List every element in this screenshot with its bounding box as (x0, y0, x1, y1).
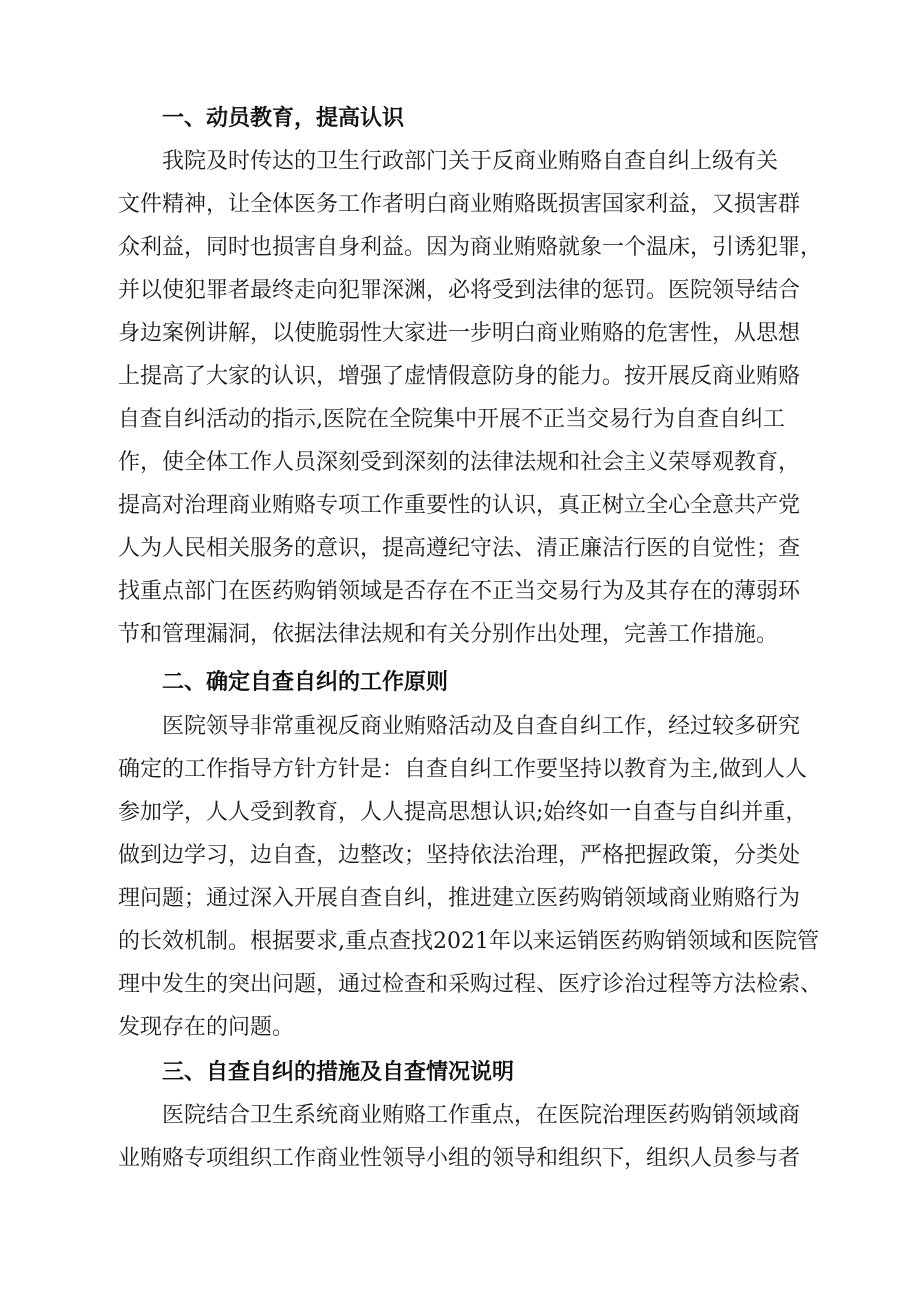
paragraph-line: 众利益，同时也损害自身利益。因为商业贿赂就象一个温床，引诱犯罪， (118, 235, 823, 260)
paragraph-line: 医院领导非常重视反商业贿赂活动及自查自纠工作，经过较多研究 (162, 714, 801, 739)
paragraph-line: 发现存在的问题。 (118, 1015, 295, 1040)
paragraph-line: 作，使全体工作人员深刻受到深刻的法律法规和社会主义荣辱观教育， (118, 450, 801, 475)
paragraph-line: 并以使犯罪者最终走向犯罪深渊，必将受到法律的惩罚。医院领导结合 (118, 278, 801, 303)
section-heading: 一、动员教育，提高认识 (162, 106, 405, 131)
paragraph-line: 理中发生的突出问题，通过检查和采购过程、医疗诊治过程等方法检索、 (118, 972, 823, 997)
paragraph-line: 提高对治理商业贿赂专项工作重要性的认识，真正树立全心全意共产党 (118, 493, 801, 518)
paragraph-line: 我院及时传达的卫生行政部门关于反商业贿赂自查自纠上级有关 (162, 149, 779, 174)
paragraph-line: 上提高了大家的认识，增强了虚情假意防身的能力。按开展反商业贿赂 (118, 364, 801, 389)
paragraph-line: 业贿赂专项组织工作商业性领导小组的领导和组织下，组织人员参与者 (118, 1146, 801, 1171)
paragraph-line: 身边案例讲解，以使脆弱性大家进一步明白商业贿赂的危害性，从思想 (118, 321, 801, 346)
paragraph-line: 节和管理漏洞，依据法律法规和有关分别作出处理，完善工作措施。 (118, 622, 779, 647)
paragraph-line: 自查自纠活动的指示,医院在全院集中开展不正当交易行为自查自纠工 (118, 407, 785, 432)
paragraph-line: 的长效机制。根据要求,重点查找2021年以来运销医药购销领域和医院管 (118, 929, 819, 954)
paragraph-line: 参加学，人人受到教育，人人提高思想认识;始终如一自查与自纠并重， (118, 800, 808, 825)
paragraph-line: 人为人民相关服务的意识，提高遵纪守法、清正廉洁行医的自觉性；查 (118, 536, 801, 561)
paragraph-line: 文件精神，让全体医务工作者明白商业贿赂既损害国家利益，又损害群 (118, 192, 801, 217)
paragraph-line: 理问题；通过深入开展自查自纠，推进建立医药购销领域商业贿赂行为 (118, 886, 801, 911)
paragraph-line: 找重点部门在医药购销领域是否存在不正当交易行为及其存在的薄弱环 (118, 579, 801, 604)
paragraph-line: 医院结合卫生系统商业贿赂工作重点，在医院治理医药购销领域商 (162, 1103, 801, 1128)
paragraph-line: 确定的工作指导方针方针是：自查自纠工作要坚持以教育为主,做到人人 (118, 757, 807, 782)
section-heading: 三、自查自纠的措施及自查情况说明 (162, 1060, 515, 1085)
section-heading: 二、确定自查自纠的工作原则 (162, 670, 449, 695)
paragraph-line: 做到边学习，边自查，边整改；坚持依法治理，严格把握政策，分类处 (118, 843, 801, 868)
